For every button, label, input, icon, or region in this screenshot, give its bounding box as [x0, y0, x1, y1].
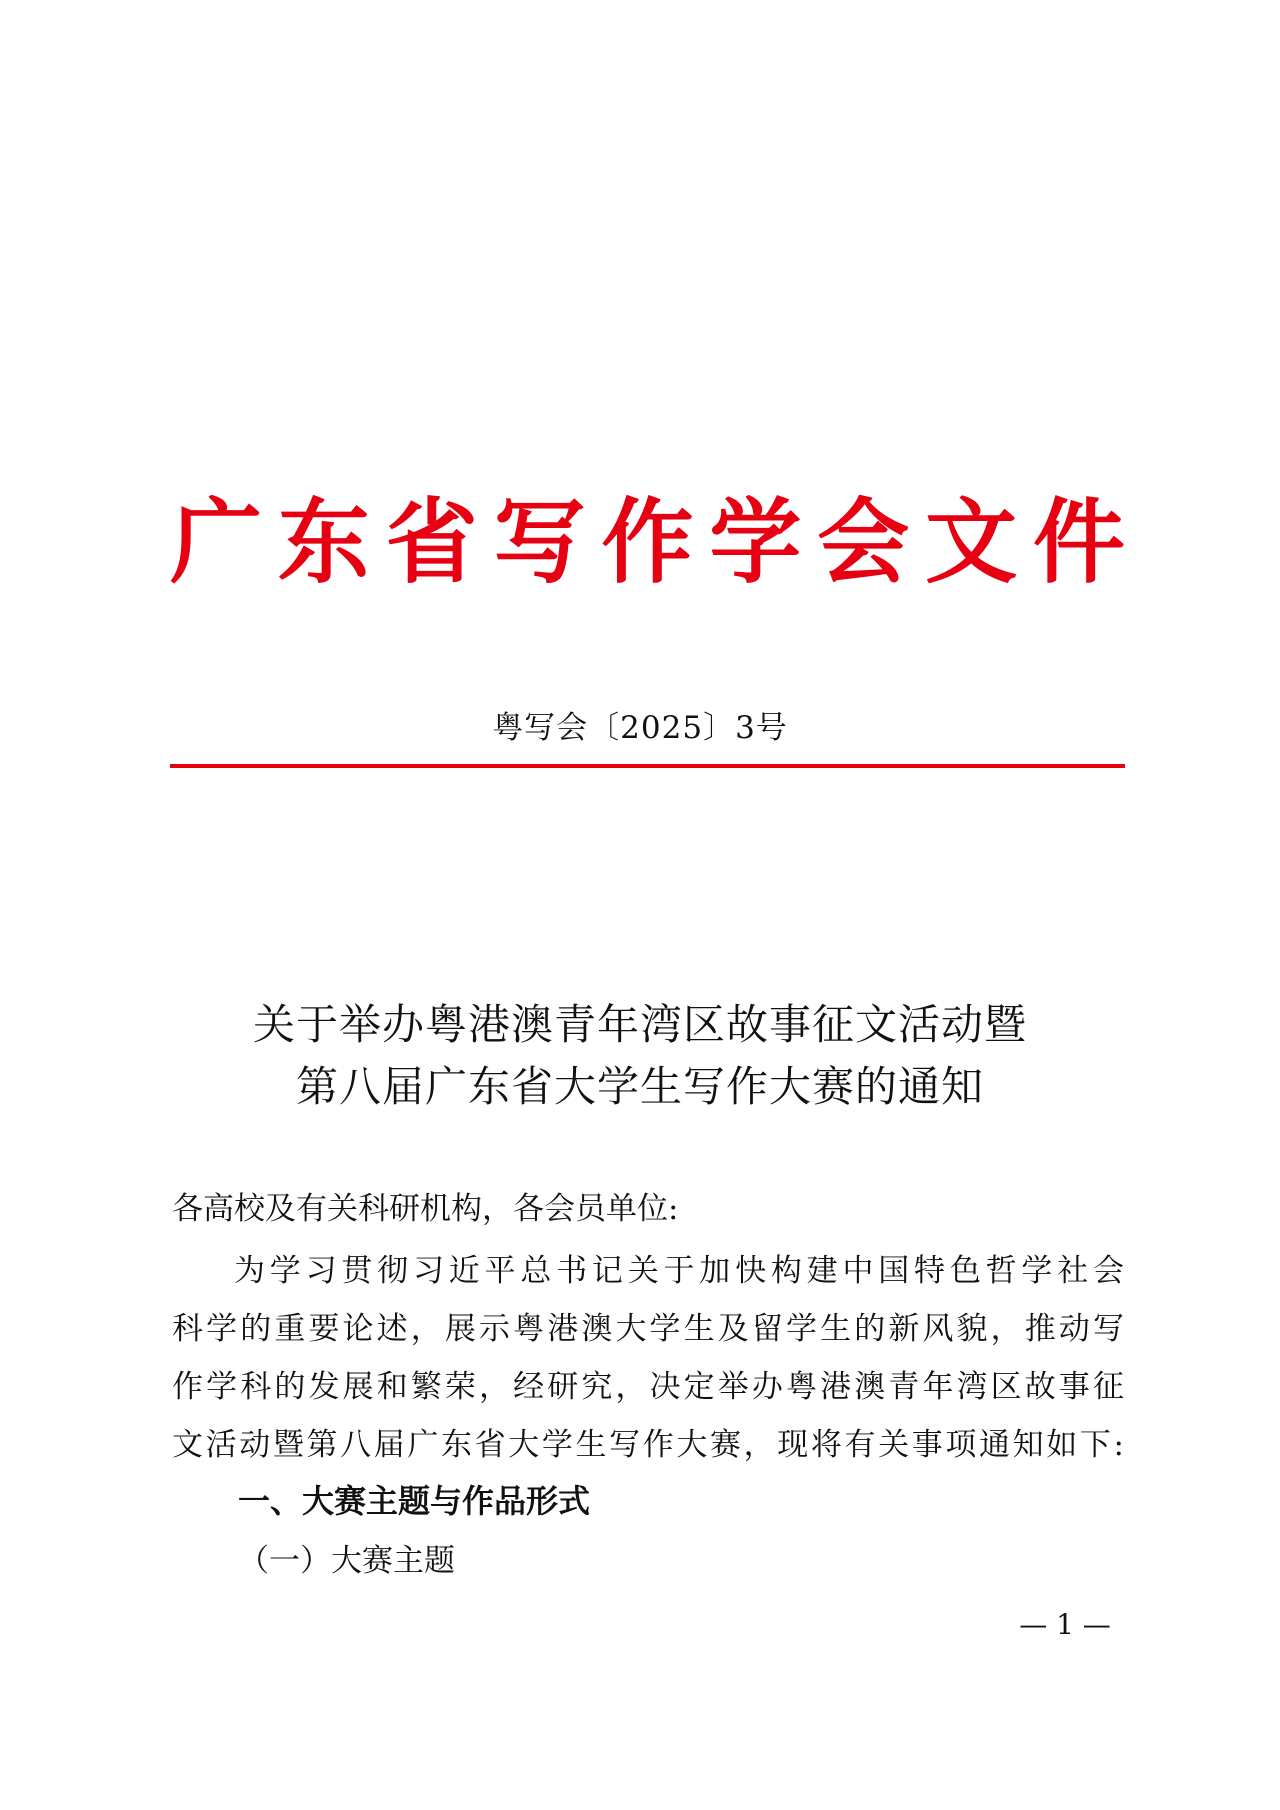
body-line: 为学习贯彻习近平总书记关于加快构建中国特色哲学社会: [234, 1253, 1124, 1289]
red-divider-line: [170, 764, 1125, 768]
body-paragraph: [172, 1242, 1124, 1474]
document-number: 粤写会〔2025〕3号: [492, 710, 788, 746]
notice-title-line-1: 关于举办粤港澳青年湾区故事征文活动暨: [252, 1000, 1027, 1049]
document-header-title: 广东省写作学会文件: [170, 489, 1125, 596]
body-line: 文活动暨第八届广东省大学生写作大赛，现将有关事项通知如下:: [172, 1427, 1124, 1463]
subsection-heading: （一）大赛主题: [238, 1543, 455, 1579]
notice-title-line-2: 第八届广东省大学生写作大赛的通知: [295, 1062, 984, 1111]
body-line: 科学的重要论述，展示粤港澳大学生及留学生的新风貌，推动写: [172, 1311, 1124, 1347]
page-number: — 1 —: [1019, 1608, 1111, 1641]
body-line: 作学科的发展和繁荣，经研究，决定举办粤港澳青年湾区故事征: [172, 1369, 1124, 1405]
addressee-line: 各高校及有关科研机构，各会员单位:: [172, 1191, 679, 1227]
section-heading: 一、大赛主题与作品形式: [238, 1482, 591, 1520]
notice-title: [0, 994, 1280, 1118]
